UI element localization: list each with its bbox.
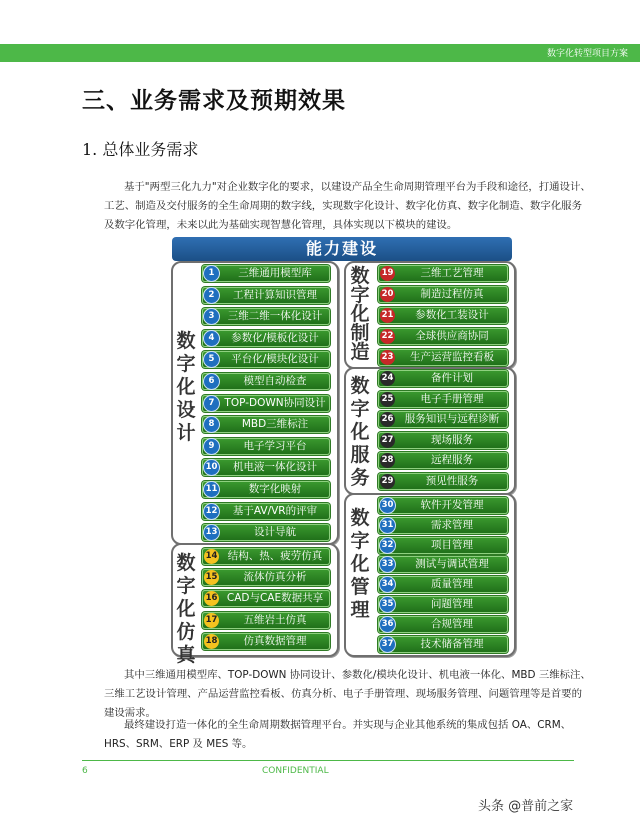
module-label: 基于AV/VR的评审	[232, 504, 318, 517]
group-management-label: 数字化管理	[350, 507, 370, 621]
module-label: 问题管理	[431, 598, 473, 610]
module-label: 工程计算知识管理	[233, 288, 317, 301]
module-item	[202, 548, 330, 565]
module-label: 设计导航	[254, 526, 296, 539]
module-number-badge: 3	[204, 309, 219, 324]
module-number-badge: 5	[204, 352, 219, 367]
module-number-badge: 23	[380, 350, 395, 365]
module-number-badge: 28	[380, 453, 395, 468]
module-item	[378, 473, 508, 490]
module-item	[378, 452, 508, 469]
module-label: 全球供应商协同	[415, 330, 489, 342]
module-number-badge: 12	[204, 504, 219, 519]
module-item	[202, 612, 330, 629]
module-item	[202, 481, 330, 498]
module-item	[202, 265, 330, 282]
module-item	[202, 308, 330, 325]
module-number-badge: 35	[380, 597, 395, 612]
module-number-badge: 7	[204, 396, 219, 411]
module-item	[378, 596, 508, 613]
module-number-badge: 37	[380, 637, 395, 652]
module-item	[202, 416, 330, 433]
group-service-label: 数字化服务	[350, 375, 370, 489]
module-number-badge: 9	[204, 439, 219, 454]
module-label: 备件计划	[431, 372, 473, 384]
module-item	[378, 265, 508, 282]
priority-paragraph: 其中三维通用模型库、TOP-DOWN 协同设计、参数化/模块化设计、机电液一体化、MBD 三维标注、三维工艺设计管理、产品运营监控看板、仿真分析、电子手册管理、现场服务管理、问题管理等是首要的建设需求。	[104, 669, 591, 719]
module-label: 需求管理	[431, 518, 473, 531]
module-label: 模型自动检查	[243, 375, 307, 387]
module-label: 平台化/模块化设计	[231, 353, 319, 366]
capability-diagram	[168, 234, 516, 666]
diagram-title: 能力建设	[172, 237, 512, 261]
module-item	[378, 636, 508, 653]
module-label: 现场服务	[431, 433, 473, 446]
module-label: 结构、热、疲劳仿真	[227, 550, 323, 562]
intro-paragraph: 基于"两型三化九力"对企业数字化的要求，以建设产品全生命周期管理平台为手段和途径，打通设计、工艺、制造及交付服务的全生命周期的数字线，实现数字化设计、数字化仿真、数字化制造、数字化服务及数字化管理，未来以此为基础实现智慧化管理，具体实现以下模块的建设。	[104, 181, 591, 231]
section-title: 三、业务需求及预期效果	[82, 88, 346, 114]
footer-divider	[82, 760, 574, 761]
module-label: 预见性服务	[425, 475, 479, 487]
module-number-badge: 6	[204, 374, 219, 389]
module-number-badge: 33	[380, 557, 395, 572]
module-label: 软件开发管理	[420, 499, 484, 511]
group-manufacturing-label: 数字化制造	[350, 265, 370, 363]
module-label: 制造过程仿真	[420, 288, 484, 300]
module-label: 技术储备管理	[420, 637, 484, 650]
module-number-badge: 29	[380, 474, 395, 489]
module-item	[202, 438, 330, 455]
confidential-label: CONFIDENTIAL	[262, 766, 329, 776]
module-item	[378, 556, 508, 573]
module-number-badge: 19	[380, 266, 395, 281]
module-item	[378, 349, 508, 366]
group-simulation-label: 数字化仿真	[176, 552, 196, 666]
module-label: 数字化映射	[248, 483, 302, 495]
module-item	[202, 633, 330, 650]
module-item	[378, 432, 508, 449]
module-item	[202, 503, 330, 520]
module-item	[378, 576, 508, 593]
module-item	[202, 590, 330, 607]
module-number-badge: 18	[204, 634, 219, 649]
module-label: 项目管理	[431, 538, 473, 551]
module-label: 流体仿真分析	[243, 571, 307, 584]
module-number-badge: 25	[380, 392, 395, 407]
module-number-badge: 24	[380, 371, 395, 386]
module-number-badge: 27	[380, 433, 395, 448]
module-number-badge: 4	[204, 331, 219, 346]
module-number-badge: 14	[204, 549, 219, 564]
module-label: MBD三维标注	[241, 418, 309, 431]
doc-title: 数字化转型项目方案	[546, 49, 628, 59]
module-label: 服务知识与远程诊断	[404, 413, 500, 426]
module-item	[378, 370, 508, 387]
module-label: 参数化工装设计	[415, 309, 489, 321]
module-label: 仿真数据管理	[243, 634, 307, 647]
module-number-badge: 8	[204, 417, 219, 432]
module-number-badge: 10	[204, 460, 219, 475]
module-number-badge: 30	[380, 498, 395, 513]
module-number-badge: 11	[204, 482, 219, 497]
module-label: 电子手册管理	[420, 392, 484, 405]
header-bar	[0, 44, 640, 62]
module-label: 三维通用模型库	[238, 267, 312, 279]
module-item	[202, 569, 330, 586]
module-label: 机电液一体化设计	[233, 461, 317, 474]
module-number-badge: 13	[204, 525, 219, 540]
module-number-badge: 20	[380, 287, 395, 302]
module-label: 参数化/模板化设计	[231, 331, 319, 344]
module-item	[202, 395, 330, 412]
module-number-badge: 15	[204, 570, 219, 585]
module-item	[202, 351, 330, 368]
module-label: 五维岩土仿真	[243, 613, 307, 626]
page-number: 6	[82, 766, 88, 776]
module-item	[202, 524, 330, 541]
module-label: 三维工艺管理	[420, 267, 484, 279]
module-item	[202, 330, 330, 347]
group-design-label: 数字化设计	[176, 330, 196, 444]
watermark: 头条 @普前之家	[478, 799, 574, 814]
module-number-badge: 34	[380, 577, 395, 592]
sub-title: 1. 总体业务需求	[82, 140, 199, 159]
module-item	[202, 373, 330, 390]
module-number-badge: 16	[204, 591, 219, 606]
module-label: 测试与调试管理	[415, 558, 489, 571]
module-item	[378, 517, 508, 534]
module-label: 生产运营监控看板	[410, 351, 494, 363]
module-number-badge: 2	[204, 288, 219, 303]
module-item	[378, 616, 508, 633]
module-label: 电子学习平台	[243, 439, 307, 452]
module-item	[202, 459, 330, 476]
module-number-badge: 36	[380, 617, 395, 632]
module-number-badge: 26	[380, 412, 395, 427]
module-number-badge: 31	[380, 518, 395, 533]
module-number-badge: 21	[380, 308, 395, 323]
module-number-badge: 22	[380, 329, 395, 344]
module-item	[378, 307, 508, 324]
module-item	[378, 328, 508, 345]
integration-paragraph: 最终建设打造一体化的全生命周期数据管理平台。并实现与企业其他系统的集成包括 OA、CRM、HRS、SRM、ERP 及 MES 等。	[104, 719, 572, 750]
module-number-badge: 32	[380, 538, 395, 553]
module-number-badge: 17	[204, 613, 219, 628]
module-label: 远程服务	[431, 454, 473, 467]
module-item	[378, 286, 508, 303]
module-label: 三维二维一体化设计	[227, 310, 323, 323]
module-label: TOP-DOWN协同设计	[224, 396, 326, 409]
module-item	[202, 287, 330, 304]
module-label: 质量管理	[431, 578, 473, 591]
module-number-badge: 1	[204, 266, 219, 281]
module-label: 合规管理	[431, 617, 473, 630]
module-item	[378, 537, 508, 554]
module-item	[378, 391, 508, 408]
module-item	[378, 411, 508, 428]
module-item	[378, 497, 508, 514]
module-label: CAD与CAE数据共享	[226, 592, 324, 605]
